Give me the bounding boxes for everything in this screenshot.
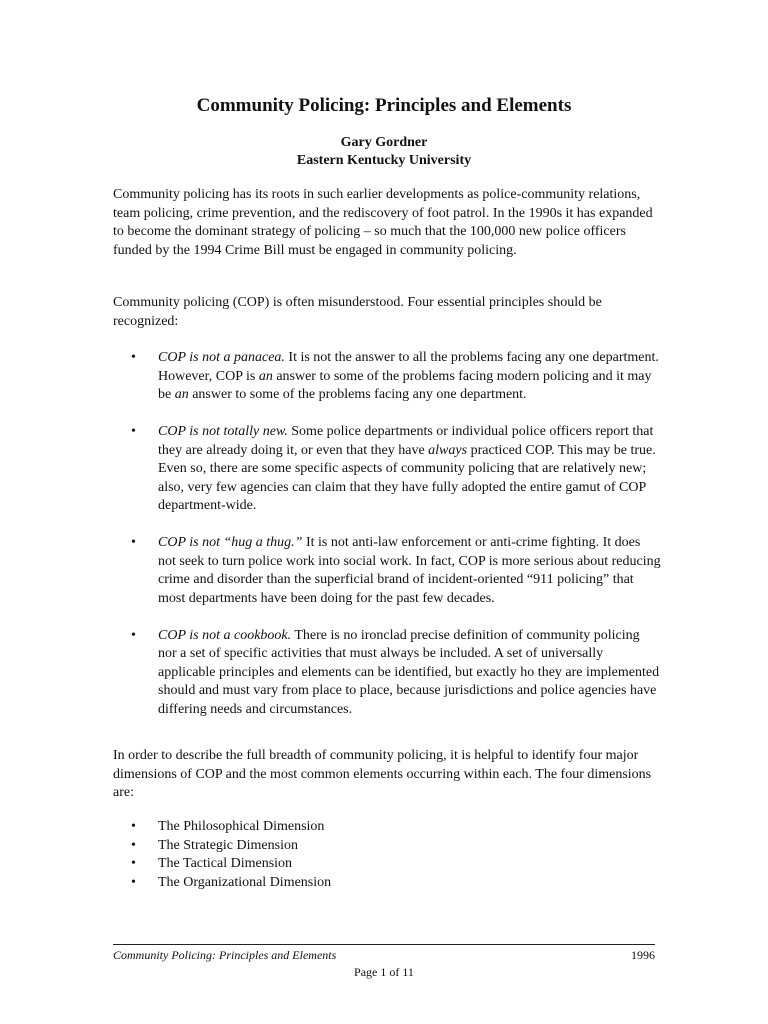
dimension-label: The Philosophical Dimension	[158, 819, 325, 834]
principle-lead: COP is not totally new.	[158, 424, 288, 439]
dimension-label: The Organizational Dimension	[158, 874, 332, 890]
principle-item: • COP is not “hug a thug.” It is not anti-law enforcement or anti-crime fighting. It does not seek to turn police work into social work. In fact, COP is more serious about reducing crime and disorder than the superficial brand of incident-oriented “911 policing” that most departments have been doing for the past few decades.	[131, 535, 661, 606]
author-name: Gary Gordner	[340, 135, 428, 150]
principle-lead: COP is not “hug a thug.”	[158, 535, 303, 550]
principle-lead: COP is not a cookbook.	[158, 627, 292, 643]
intro-paragraph: Community policing has its roots in such earlier developments as police-community relations, team policing, crime prevention, and the rediscovery of foot patrol. In the 1990s it has expanded to become the dominant strategy of policing – so much that the 100,000 new police officers funded by the 1994 Crime Bill must be engaged in community policing.	[113, 187, 653, 258]
principle-item: • COP is not a panacea. It is not the answer to all the problems facing any one department. However, COP is an answer to some of the problems facing modern policing and it may be an answer to some of the problems facing any one department.	[131, 350, 659, 402]
author-affiliation: Eastern Kentucky University	[296, 153, 472, 168]
dimensions-list	[113, 818, 661, 892]
footer-divider	[113, 944, 655, 945]
bullet-icon: •	[131, 535, 136, 550]
dimension-label: The Strategic Dimension	[158, 837, 298, 853]
footer-running-title: Community Policing: Principles and Elements	[113, 948, 337, 962]
principles-list	[113, 349, 661, 738]
page-number: Page 1 of 11	[354, 965, 414, 979]
bullet-icon: •	[131, 856, 136, 871]
footer-year: 1996	[631, 948, 655, 962]
dimension-item	[113, 874, 661, 893]
principle-item: • COP is not a cookbook. There is no ironclad precise definition of community policing nor a set of specific activities that must always be included. A set of universally applicable principles and elements can be identified, but exactly ho they are implemented should and must vary from place to place, because jurisdictions and police agencies have differing needs and circumstances.	[131, 627, 660, 717]
document-title: Community Policing: Principles and Elements	[196, 95, 572, 116]
bullet-icon: •	[131, 424, 136, 439]
principles-intro-paragraph: Community policing (COP) is often misunderstood. Four essential principles should be recognized:	[113, 295, 602, 329]
dimensions-intro-paragraph: In order to describe the full breadth of community policing, it is helpful to identify four major dimensions of COP and the most common elements occurring within each. The four dimensions are:	[113, 748, 652, 800]
author-block	[0, 134, 768, 170]
dimension-item	[113, 837, 661, 856]
dimension-label: The Tactical Dimension	[158, 856, 293, 871]
bullet-icon: •	[131, 350, 136, 365]
dimension-item	[113, 818, 661, 837]
bullet-icon: •	[131, 874, 136, 890]
dimension-item	[113, 855, 661, 874]
principle-lead: COP is not a panacea.	[158, 350, 285, 365]
bullet-icon: •	[131, 819, 136, 834]
principle-item: • COP is not totally new. Some police departments or individual police officers report that they are already doing it, or even that they have always practiced COP. This may be true. Even so, there are some specific aspects of community policing that are relatively new; also, very few agencies can claim that they have fully adopted the entire gamut of COP department-wide.	[131, 424, 656, 513]
bullet-icon: •	[131, 837, 136, 853]
bullet-icon: •	[131, 627, 136, 643]
